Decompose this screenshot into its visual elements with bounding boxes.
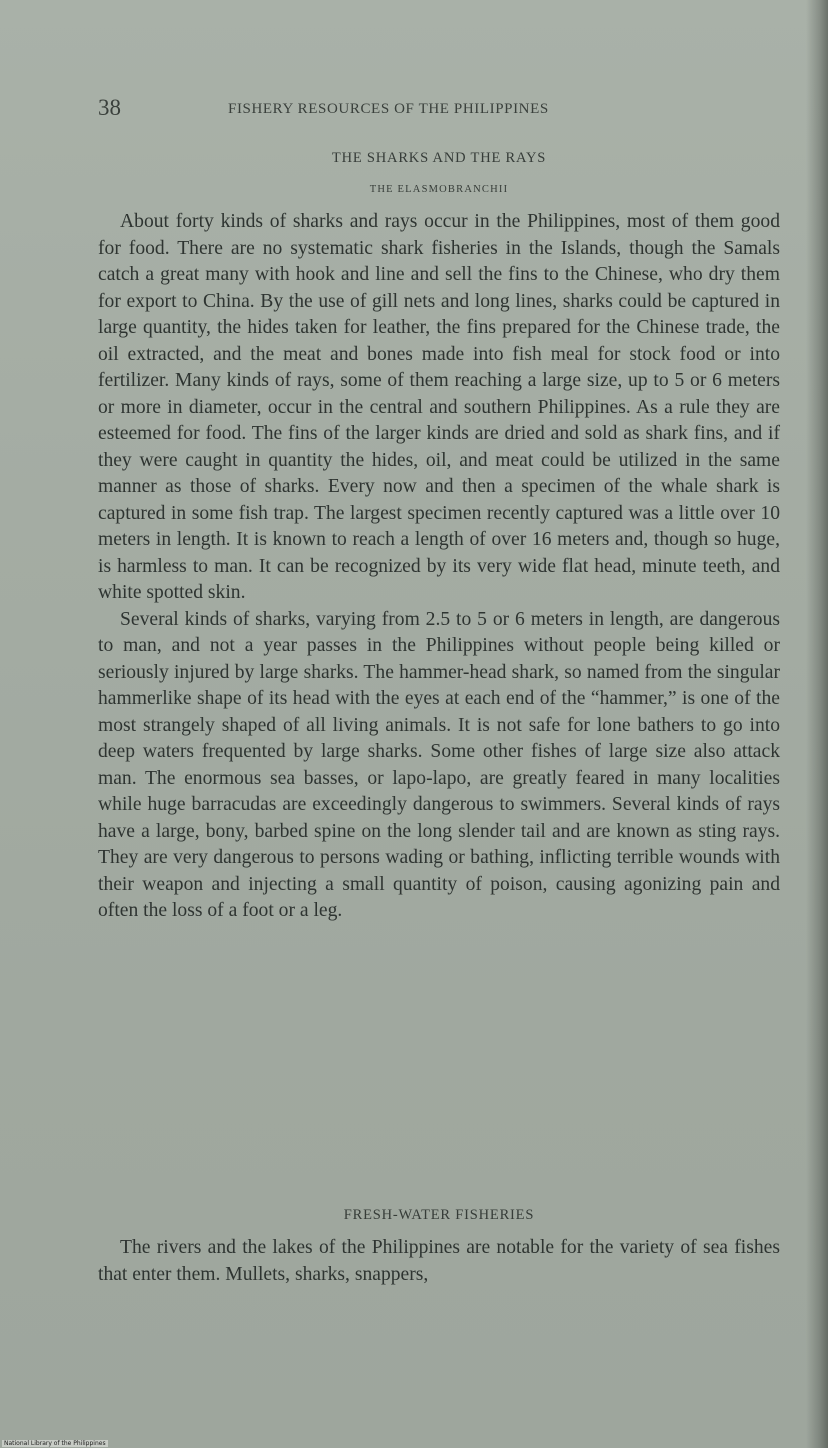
library-credit: National Library of the Philippines — [4, 1440, 106, 1447]
page-number: 38 — [98, 95, 121, 120]
running-title: FISHERY RESOURCES OF THE PHILIPPINES — [228, 101, 549, 117]
section-body-sharks-rays — [98, 209, 780, 925]
section-title-fresh-water: FRESH-WATER FISHERIES — [343, 1207, 535, 1223]
section-title-sharks-rays: THE SHARKS AND THE RAYS — [331, 150, 547, 166]
section-body-fresh-water — [98, 1235, 780, 1288]
paragraph: About forty kinds of sharks and rays occur in the Philippines, most of them good for food. There are no systematic shark fisheries in the Islands, though the Samals catch a great many with hook and line and sell the fins to the Chinese, who dry them for export to China. By the use of gill nets and long lines, sharks could be captured in large quantity, the hides taken for leather, the fins prepared for the Chinese trade, the oil extracted, and the meat and bones made into fish meal for stock food or into fertilizer. Many kinds of rays, some of them reaching a large size, up to 5 or 6 meters or more in diameter, occur in the central and southern Philippines. As a rule they are esteemed for food. The fins of the larger kinds are dried and sold as shark fins, and if they were caught in quantity the hides, oil, and meat could be utilized in the same manner as those of sharks. Every now and then a specimen of the whale shark is captured in some fish trap. The largest specimen recently captured was a little over 10 meters in length. It is known to reach a length of over 16 meters and, though so huge, is harmless to man. It can be recognized by its very wide flat head, minute teeth, and white spotted skin. — [98, 211, 780, 603]
paragraph: Several kinds of sharks, varying from 2.5 to 5 or 6 meters in length, are dangerous to man, and not a year passes in the Philippines without people being killed or seriously injured by large sharks. The hammer-head shark, so named from the singular hammerlike shape of its head with the eyes at each end of the “hammer,” is one of the most strangely shaped of all living animals. It is not safe for lone bathers to go into deep waters frequented by large sharks. Some other fishes of large size also attack man. The enormous sea basses, or lapo-lapo, are greatly feared in many localities while huge barracudas are exceedingly dangerous to swimmers. Several kinds of rays have a large, bony, barbed spine on the long slender tail and are known as sting rays. They are very dangerous to persons wading or bathing, inflicting terrible wounds with their weapon and injecting a small quantity of poison, causing agonizing pain and often the loss of a foot or a leg. — [98, 608, 780, 921]
section-subtitle-elasmobranchii: THE ELASMOBRANCHII — [369, 184, 509, 195]
running-header — [98, 95, 780, 125]
paragraph: The rivers and the lakes of the Philippines are notable for the variety of sea fishes that enter them. Mullets, sharks, snappers, — [98, 1237, 780, 1285]
